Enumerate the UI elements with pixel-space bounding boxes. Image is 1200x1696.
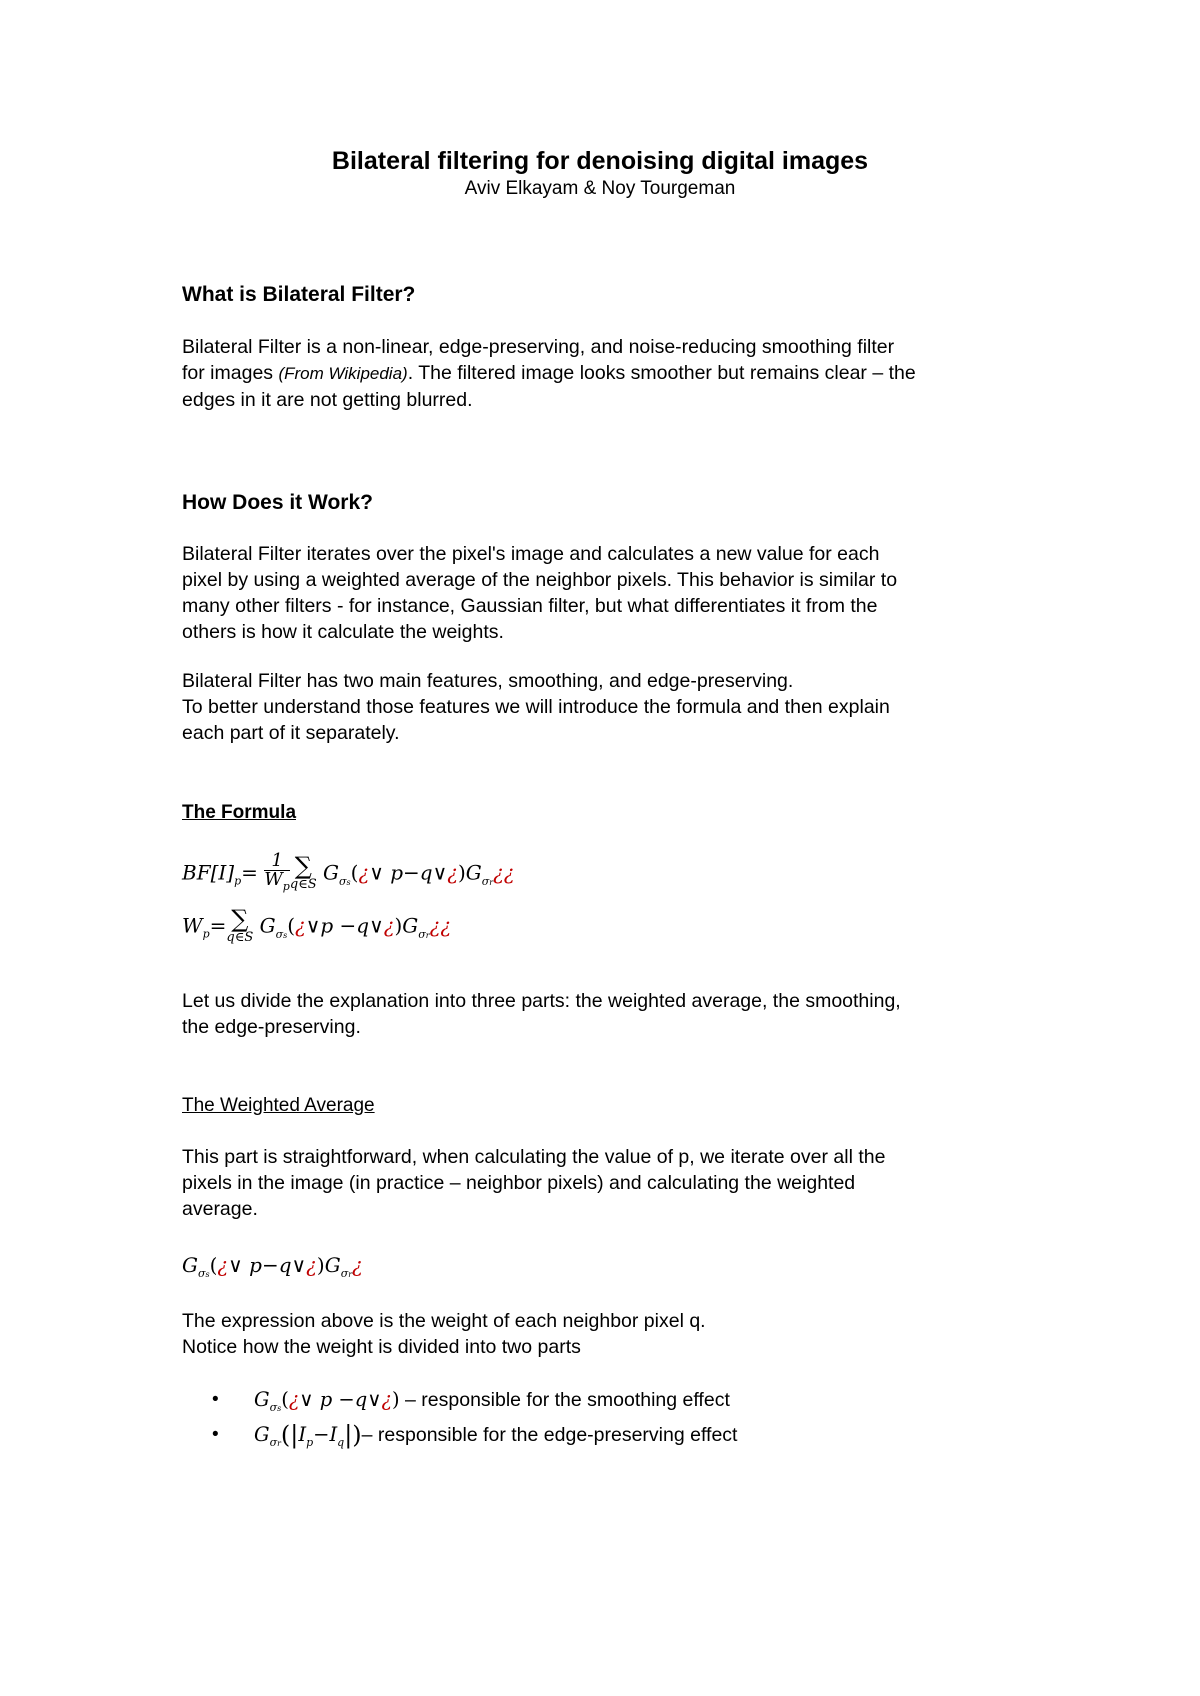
- math-sub-index: r: [348, 1270, 353, 1279]
- math-minus: −: [313, 1423, 330, 1446]
- text-line: the edge-preserving.: [182, 1016, 361, 1038]
- citation-wikipedia: (From Wikipedia): [278, 364, 408, 383]
- math-term: W: [264, 869, 283, 890]
- math-glyph-red: ¿: [295, 913, 306, 938]
- sum-limit: q∈S: [226, 930, 254, 945]
- paragraph-how-it-works: [182, 541, 1032, 645]
- math-term: ∨ p−q∨: [369, 860, 448, 885]
- document-authors: Aviv Elkayam & Noy Tourgeman: [464, 178, 736, 199]
- math-equals: =: [241, 860, 258, 885]
- text-segment: for images: [182, 362, 279, 384]
- math-sub: p: [202, 927, 210, 941]
- math-sub-index: s: [283, 930, 288, 940]
- sigma-symbol: ∑: [294, 852, 312, 880]
- math-term: G: [254, 1388, 270, 1411]
- text-line: Bilateral Filter iterates over the pixel's image and calculates a new value for each: [182, 543, 880, 565]
- sigma-symbol: ∑: [231, 905, 249, 933]
- text-line: [182, 360, 1032, 387]
- heading-how-does-it-work: How Does it Work?: [182, 491, 373, 514]
- text-line: others is how it calculate the weights.: [182, 621, 504, 643]
- math-term: I: [329, 1423, 338, 1446]
- math-paren: ): [457, 860, 466, 885]
- math-term: I: [298, 1423, 307, 1446]
- sum-limit: q∈S: [289, 877, 317, 892]
- equation-normalization: [182, 905, 452, 951]
- math-glyph-red: ¿: [352, 1253, 363, 1277]
- math-equals: =: [209, 913, 227, 938]
- text-line: To better understand those features we will introduce the formula and then explain: [182, 696, 890, 718]
- math-sub-sigma: σ: [269, 1436, 278, 1449]
- math-summation: [289, 852, 317, 893]
- math-term: G: [323, 860, 340, 885]
- fraction-denominator: [264, 871, 290, 896]
- paragraph-weighted-average: [182, 1144, 1032, 1222]
- math-paren: (: [209, 1253, 218, 1277]
- math-sub-index: r: [277, 1439, 281, 1448]
- math-sub-index: s: [277, 1404, 282, 1413]
- bullet-text: – responsible for the smoothing effect: [399, 1389, 730, 1411]
- math-paren: ): [316, 1253, 325, 1277]
- text-line: edges in it are not getting blurred.: [182, 389, 473, 411]
- math-sub: [270, 1401, 282, 1414]
- text-line: average.: [182, 1198, 258, 1220]
- math-sub: [198, 1267, 210, 1280]
- heading-the-formula: The Formula: [182, 802, 297, 823]
- math-term: G: [402, 913, 419, 938]
- paragraph-weight-explanation: [182, 1308, 1032, 1360]
- text-line: This part is straightforward, when calculating the value of p, we iterate over all the: [182, 1146, 886, 1168]
- math-term: G: [254, 1423, 270, 1446]
- math-paren: (: [350, 860, 359, 885]
- math-glyph-red: ¿: [383, 913, 395, 938]
- math-sub-index: r: [489, 877, 494, 887]
- text-line: Bilateral Filter has two main features, smoothing, and edge-preserving.: [182, 670, 794, 692]
- math-term: G: [324, 1253, 341, 1277]
- math-summation: [226, 905, 254, 946]
- text-line: pixels in the image (in practice – neighbor pixels) and calculating the weighted: [182, 1172, 856, 1194]
- paragraph-main-features: [182, 668, 1032, 746]
- equation-bilateral-filter: [182, 852, 515, 898]
- math-glyph-red: ¿: [217, 1253, 229, 1277]
- text-line: many other filters - for instance, Gaussian filter, but what differentiates it from the: [182, 595, 878, 617]
- math-sub: q: [337, 1436, 345, 1449]
- math-paren: (: [287, 913, 296, 938]
- math-sub-sigma: σ: [269, 1401, 278, 1414]
- paragraph-definition: [182, 334, 1032, 413]
- math-sub: [276, 928, 288, 941]
- bullet-item-smoothing: [254, 1385, 730, 1424]
- math-sub-sigma: σ: [275, 927, 284, 941]
- math-term: W: [182, 913, 203, 938]
- math-abs-close: |): [344, 1421, 362, 1449]
- math-sub-index: s: [205, 1270, 210, 1279]
- math-sub: [341, 1267, 352, 1280]
- math-sub: [270, 1436, 281, 1449]
- math-sub-sigma: σ: [340, 1267, 349, 1280]
- bullet-icon: •: [212, 1424, 219, 1445]
- heading-what-is-bilateral-filter: What is Bilateral Filter?: [182, 283, 416, 306]
- math-glyph-red: ¿¿: [429, 913, 452, 938]
- text-segment: . The filtered image looks smoother but remains clear – the: [407, 362, 916, 384]
- math-term: ∨ p −q∨: [299, 1388, 382, 1411]
- math-glyph-red: ¿: [358, 860, 370, 885]
- expression-weight: [182, 1250, 363, 1290]
- bullet-icon: •: [212, 1389, 219, 1410]
- math-paren: (: [281, 1388, 289, 1411]
- text-line: The expression above is the weight of each neighbor pixel q.: [182, 1310, 706, 1332]
- math-sub: p: [234, 874, 242, 888]
- math-sub: [339, 875, 351, 888]
- document-title: Bilateral filtering for denoising digital images: [331, 147, 869, 175]
- math-sub: p: [306, 1436, 314, 1449]
- math-fraction: [264, 852, 290, 896]
- math-sub-sigma: σ: [418, 927, 426, 941]
- text-line: Let us divide the explanation into three parts: the weighted average, the smoothing,: [182, 990, 901, 1012]
- math-sub: [418, 928, 429, 941]
- math-sub-index: r: [425, 930, 430, 940]
- bullet-item-edge-preserving: [254, 1420, 737, 1459]
- paragraph-three-parts: [182, 988, 1032, 1040]
- math-glyph-red: ¿: [381, 1388, 392, 1411]
- text-line: pixel by using a weighted average of the neighbor pixels. This behavior is similar to: [182, 569, 898, 591]
- math-paren: ): [392, 1388, 400, 1411]
- text-line: Notice how the weight is divided into two parts: [182, 1336, 581, 1358]
- math-sub-sigma: σ: [339, 874, 347, 888]
- math-sub-sigma: σ: [481, 874, 490, 888]
- math-term: G: [465, 860, 482, 885]
- math-abs-open: (|: [280, 1421, 299, 1449]
- math-glyph-red: ¿: [447, 860, 458, 885]
- text-line: Bilateral Filter is a non-linear, edge-preserving, and noise-reducing smoothing filter: [182, 336, 895, 358]
- math-sub: p: [282, 880, 290, 893]
- math-glyph-red: ¿: [306, 1253, 317, 1277]
- math-glyph-red: ¿: [288, 1388, 300, 1411]
- math-term: G: [182, 1253, 198, 1277]
- text-line: each part of it separately.: [182, 722, 400, 744]
- bullet-text: – responsible for the edge-preserving effect: [361, 1424, 738, 1446]
- math-paren: ): [394, 913, 403, 938]
- math-term: ∨ p−q∨: [228, 1253, 307, 1277]
- heading-weighted-average: The Weighted Average: [182, 1095, 375, 1116]
- math-term: G: [259, 913, 276, 938]
- math-sub-index: s: [346, 877, 351, 887]
- math-sub: [482, 875, 493, 888]
- math-term: ∨p −q∨: [305, 913, 384, 938]
- math-glyph-red: ¿¿: [493, 860, 515, 885]
- fraction-numerator: 1: [264, 852, 290, 871]
- math-sub-sigma: σ: [197, 1267, 206, 1280]
- math-term: BF[I]: [182, 860, 235, 885]
